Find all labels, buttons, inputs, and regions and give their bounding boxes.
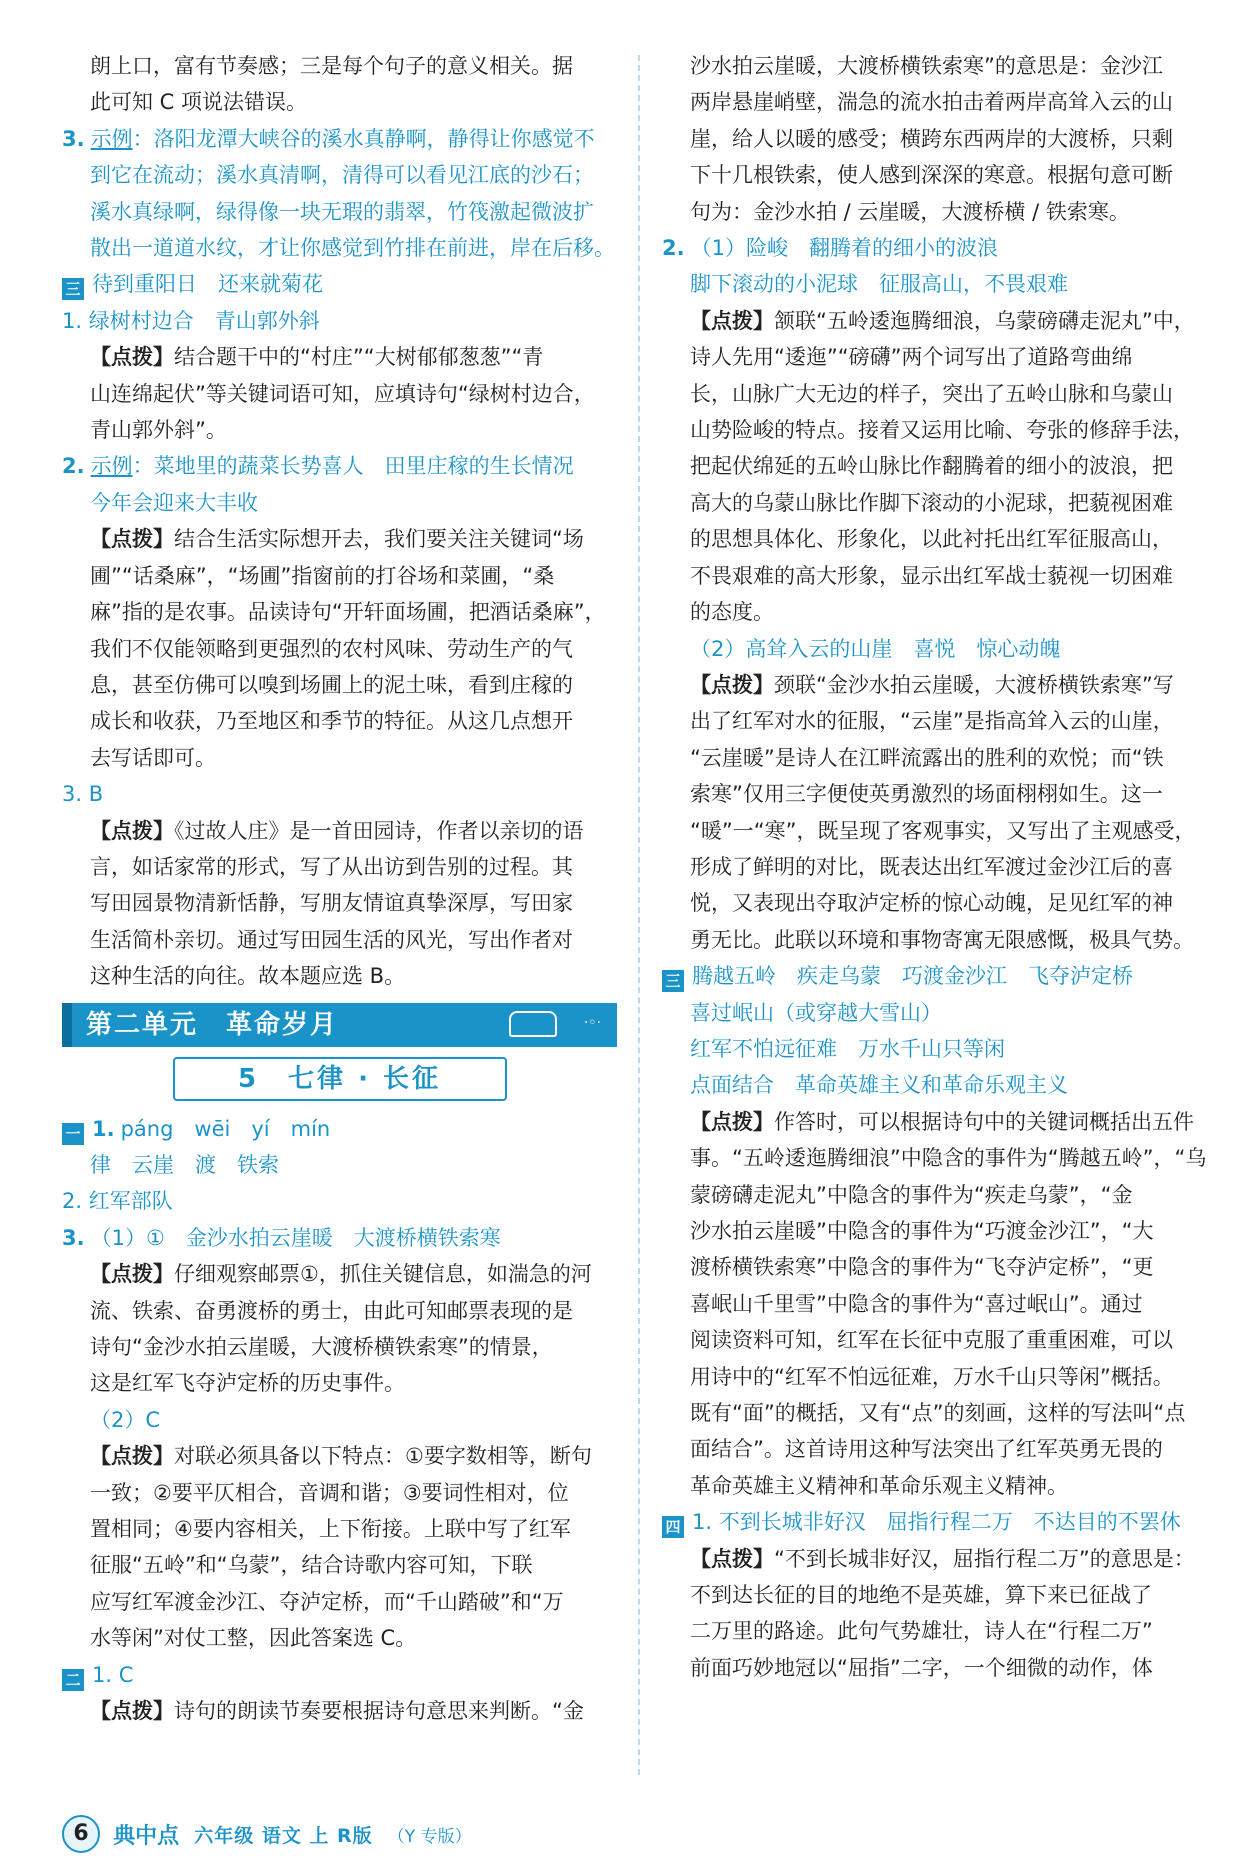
tip-label: 【点拨】 [90,818,174,843]
text-line: 一致；②要平仄相合，音调和谐；③要词性相对，位 [90,1480,569,1505]
example-tag: 示例 [90,126,133,151]
right-column [662,48,1217,1686]
answer-3-unit: 3. （1）① 金沙水拍云崖暖 大渡桥横铁索寒 [62,1225,501,1250]
text-line: 沙水拍云崖暖”中隐含的事件为“巧渡金沙江”，“大 [690,1219,1154,1243]
text-line: 两岸悬崖峭壁，湍急的流水拍击着两岸高耸入云的山 [690,90,1173,115]
text-line: 山连绵起伏”等关键词语可知，应填诗句“绿树村边合， [90,381,595,406]
text-line: 崖，给人以暖的感受；横跨东西两岸的大渡桥，只剩 [690,126,1173,151]
section-one-pinyin: 一 1. páng wēi yí mín [62,1111,617,1147]
section-two-icon: 二 [62,1669,84,1691]
text-line: 悦，又表现出夺取泸定桥的惊心动魄，足见红军的神 [690,891,1173,916]
text-line: 言，如话家常的形式，写了从出访到告别的过程。其 [90,854,573,879]
text-line: 索寒”仅用三字便使英勇激烈的场面栩栩如生。这一 [690,782,1163,807]
text-line: 二万里的路途。此句气势雄壮，诗人在“行程二万” [690,1619,1153,1644]
text-line: 成长和收获，乃至地区和季节的特征。从这几点想开 [90,709,573,734]
tip-2: 【点拨】结合生活实际想开去，我们要关注关键词“场 [90,527,584,552]
answer-q2-2: （2）高耸入云的山崖 喜悦 惊心动魄 [690,636,1061,661]
text-line: 用诗中的“红军不怕远征难，万水千山只等闲”概括。 [690,1364,1174,1389]
section-two-q1: 二 1. C [62,1657,617,1693]
section-four-icon: 四 [662,1516,684,1538]
tip-9: 【点拨】作答时，可以根据诗句中的关键词概括出五件 [690,1109,1194,1134]
text-line: “云崖暖”是诗人在江畔流露出的胜利的欢悦；而“铁 [690,745,1164,770]
text-line: 此可知 C 项说法错误。 [90,90,308,115]
pinyin-answer: páng wēi yí mín [120,1116,331,1141]
page-number: 6 [62,1815,100,1853]
tip-label: 【点拨】 [90,345,174,370]
book-info: 六年级 语文 上 R版 [194,1824,373,1847]
section-three-icon: 三 [62,278,84,300]
text-line: 渡桥横铁索寒”中隐含的事件为“飞夺泸定桥”，“更 [690,1255,1154,1280]
tip-7: 【点拨】颔联“五岭逶迤腾细浪，乌蒙磅礴走泥丸”中， [690,308,1195,333]
answer-3: 3. B [62,782,104,807]
text-line: “暖”一“寒”，既呈现了客观事实，又写出了主观感受， [690,818,1196,843]
answer-line: 今年会迎来大丰收 [90,490,258,515]
text-line: 高大的乌蒙山脉比作脚下滚动的小泥球，把藐视困难 [690,490,1173,515]
text-line: 朗上口，富有节奏感；三是每个句子的意义相关。据 [90,54,573,78]
tip-label: 【点拨】 [690,1109,774,1134]
text-line: 形成了鲜明的对比，既表达出红军渡过金沙江后的喜 [690,854,1173,879]
answer-1: 1. 绿树村边合 青山郭外斜 [62,308,320,333]
text-line: 革命英雄主义精神和革命乐观主义精神。 [690,1473,1068,1498]
text-line: 流、铁索、奋勇渡桥的勇士，由此可知邮票表现的是 [90,1298,573,1323]
text-line: 麻”指的是农事。品读诗句“开轩面场圃，把酒话桑麻”， [90,600,606,625]
answer-q3: 3. 示例：洛阳龙潭大峡谷的溪水真静啊，静得让你感觉不 [62,126,595,151]
text-line: 写田园景物清新恬静，写朋友情谊真挚深厚，写田家 [90,891,573,916]
column-divider [638,55,640,1775]
lesson-title: 5 七律 · 长征 [173,1057,507,1101]
text-line: 把起伏绵延的五岭山脉比作翻腾着的细小的波浪，把 [690,454,1173,479]
text-line: 面结合”。这首诗用这种写法突出了红军英勇无畏的 [690,1437,1163,1462]
text-line: 我们不仅能领略到更强烈的农村风味、劳动生产的气 [90,636,573,661]
text-line: 这是红军飞夺泸定桥的历史事件。 [90,1371,405,1396]
text-line: 前面巧妙地冠以“屈指”二字，一个细微的动作，体 [690,1655,1153,1680]
tip-4: 【点拨】仔细观察邮票①，抓住关键信息，如湍急的河 [90,1262,592,1287]
tip-label: 【点拨】 [90,527,174,552]
answer-line: 红军不怕远征难 万水千山只等闲 [690,1036,1005,1061]
tip-label: 【点拨】 [690,308,774,333]
brand-logo: 典中点 [113,1823,180,1849]
text-line: 山势险峻的特点。接着又运用比喻、夸张的修辞手法， [690,418,1194,443]
section-three-answer: 三 腾越五岭 疾走乌蒙 巧渡金沙江 飞夺泸定桥 [662,958,1217,994]
tip-1: 【点拨】结合题干中的“村庄”“大树郁郁葱葱”“青 [90,345,544,370]
text-line: 沙水拍云崖暖，大渡桥横铁索寒”的意思是：金沙江 [690,54,1163,78]
dots-decoration: ·◦· [583,1014,601,1031]
text-line: 句为：金沙水拍 / 云崖暖，大渡桥横 / 铁索寒。 [690,199,1130,224]
text-line: 出了红军对水的征服，“云崖”是指高耸入云的山崖， [690,709,1174,734]
text-line: 征服“五岭”和“乌蒙”，结合诗歌内容可知，下联 [90,1553,533,1578]
answer-line: 到它在流动；溪水真清啊，清得可以看见江底的沙石； [90,163,594,188]
text-line: 这种生活的向往。故本题应选 B。 [90,964,406,989]
answer-line: 溪水真绿啊，绿得像一块无瑕的翡翠，竹筏激起微波扩 [90,199,594,224]
text-line: 水等闲”对仗工整，因此答案选 C。 [90,1626,417,1651]
tip-5: 【点拨】对联必须具备以下特点：①要字数相等，断句 [90,1444,592,1469]
text-line: 置相同；④要内容相关，上下衔接。上联中写了红军 [90,1517,571,1542]
text-line: 圃”“话桑麻”，“场圃”指窗前的打谷场和菜圃，“桑 [90,563,555,588]
unit-banner [62,1003,617,1047]
tip-label: 【点拨】 [90,1262,174,1287]
text-line: 的思想具体化、形象化，以此衬托出红军征服高山， [690,527,1173,552]
tip-3: 【点拨】《过故人庄》是一首田园诗，作者以亲切的语 [90,818,584,843]
answer-line: 点面结合 革命英雄主义和革命乐观主义 [690,1073,1068,1098]
answer-2: 2. 示例：菜地里的蔬菜长势喜人 田里庄稼的生长情况 [62,454,574,479]
question-number: 3. [62,126,85,151]
text-line: 诗人先用“逶迤”“磅礴”两个词写出了道路弯曲绵 [690,345,1133,370]
text-line: 长，山脉广大无边的样子，突出了五岭山脉和乌蒙山 [690,381,1173,406]
text-line: 不畏艰难的高大形象，显示出红军战士藐视一切困难 [690,563,1173,588]
answer-2-unit: 2. 红军部队 [62,1189,173,1214]
tip-label: 【点拨】 [90,1444,174,1469]
tip-label: 【点拨】 [690,1546,774,1571]
text-line: 应写红军渡金沙江、夺泸定桥，而“千山踏破”和“万 [90,1589,564,1614]
edition-note: （Y 专版） [387,1826,472,1847]
section-three-heading: 三 待到重阳日 还来就菊花 [62,266,617,302]
text-line: 不到达长征的目的地绝不是英雄，算下来已征战了 [690,1583,1152,1608]
answer-q2-1: 2. （1）险峻 翻腾着的细小的波浪 [662,236,998,261]
text-line: 去写话即可。 [90,745,216,770]
section-four-answer: 四 1. 不到长城非好汉 屈指行程二万 不达目的不罢休 [662,1504,1217,1540]
answer-line: 脚下滚动的小泥球 征服高山，不畏艰难 [690,272,1068,297]
tip-10: 【点拨】“不到长城非好汉，屈指行程二万”的意思是： [690,1546,1195,1571]
page-footer [62,1815,662,1855]
tip-8: 【点拨】颈联“金沙水拍云崖暖，大渡桥横铁索寒”写 [690,672,1174,697]
car-icon [509,1011,557,1037]
text-line: 蒙磅礴走泥丸”中隐含的事件为“疾走乌蒙”，“金 [690,1182,1133,1207]
question-number: 2. [62,454,85,479]
section-one-icon: 一 [62,1123,84,1145]
text-line: 生活简朴亲切。通过写田园生活的风光，写出作者对 [90,927,573,952]
text-line: 事。“五岭逶迤腾细浪”中隐含的事件为“腾越五岭”，“乌 [690,1146,1207,1171]
text-line: 阅读资料可知，红军在长征中克服了重重困难，可以 [690,1328,1173,1353]
text-line: 息，甚至仿佛可以嗅到场圃上的泥土味，看到庄稼的 [90,672,573,697]
answer-3-2: （2）C [90,1407,161,1432]
unit-title: 第二单元 革命岁月 [86,1009,339,1040]
text-line: 下十几根铁索，使人感到深深的寒意。根据句意可断 [690,163,1173,188]
text-line: 青山郭外斜”。 [90,418,227,443]
section-three-icon: 三 [662,970,684,992]
text-line: 勇无比。此联以环境和事物寄寓无限感慨，极具气势。 [690,927,1194,952]
tip-6: 【点拨】诗句的朗读节奏要根据诗句意思来判断。“金 [90,1699,584,1724]
text-line: 诗句“金沙水拍云崖暖，大渡桥横铁索寒”的情景， [90,1335,553,1359]
answer-line: 喜过岷山（或穿越大雪山） [690,1000,942,1025]
tip-label: 【点拨】 [90,1699,174,1724]
left-column [62,48,617,1729]
tip-label: 【点拨】 [690,672,774,697]
character-answer: 律 云崖 渡 铁索 [90,1152,279,1177]
text-line: 喜岷山千里雪”中隐含的事件为“喜过岷山”。通过 [690,1291,1143,1316]
text-line: 既有“面”的概括，又有“点”的刻画，这样的写法叫“点 [690,1401,1186,1426]
example-tag: 示例 [90,454,133,479]
answer-line: 散出一道道水纹，才让你感觉到竹排在前进，岸在后移。 [90,236,615,261]
text-line: 的态度。 [690,600,774,625]
